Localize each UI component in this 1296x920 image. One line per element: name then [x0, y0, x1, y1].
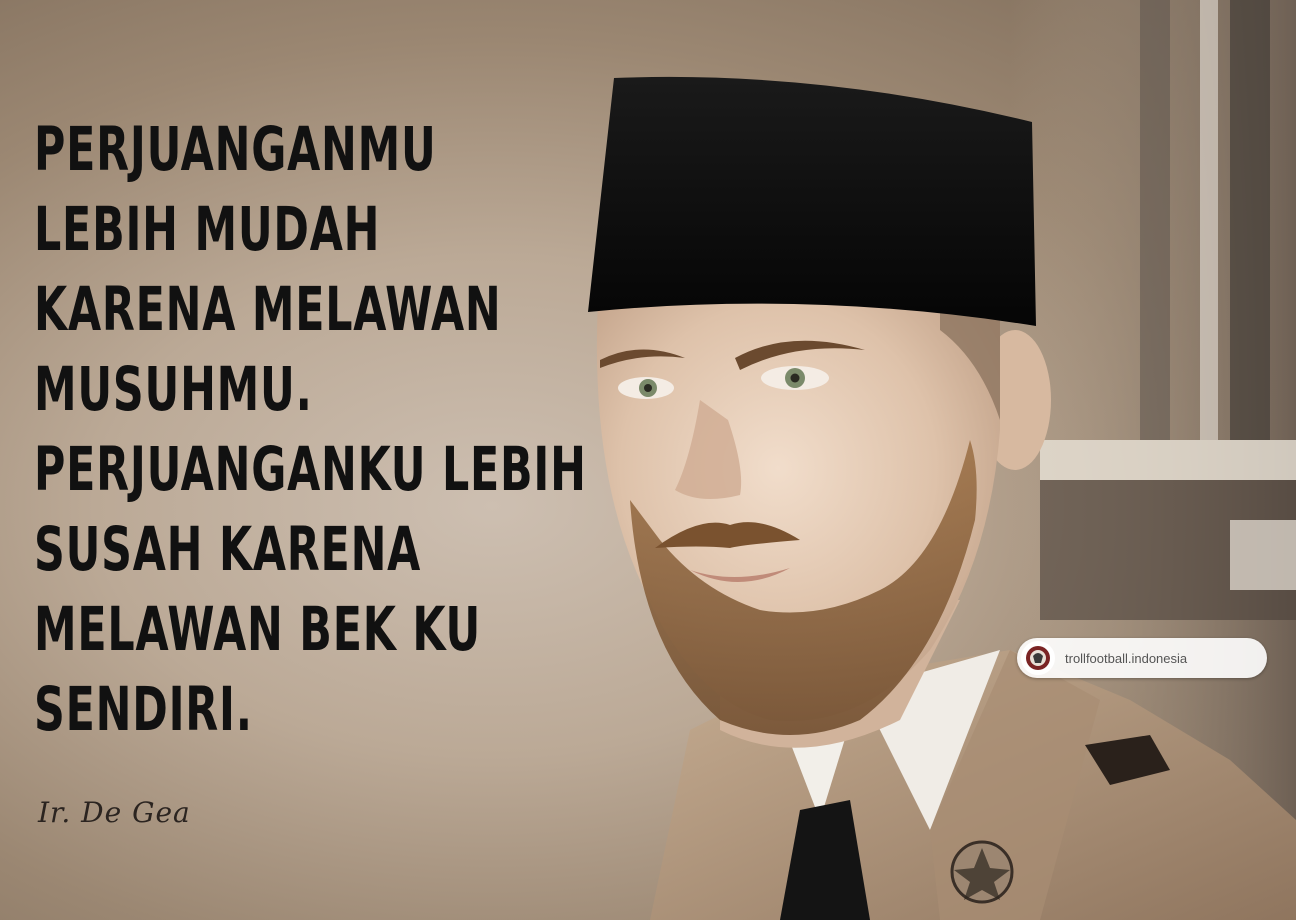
quote-line: MUSUHMU. [34, 354, 313, 425]
quote-line: PERJUANGANMU [34, 114, 437, 185]
quote-line: SUSAH KARENA [34, 514, 422, 585]
peci-cap [588, 77, 1036, 326]
quote-attribution: Ir. De Gea [38, 796, 191, 829]
quote-line: MELAWAN BEK KU [34, 594, 482, 665]
logo-icon [1021, 641, 1055, 675]
quote-line: PERJUANGANKU LEBIH [34, 434, 587, 505]
quote-text [34, 110, 587, 750]
quote-line: KARENA MELAWAN [34, 274, 502, 345]
quote-line: SENDIRI. [34, 674, 253, 745]
watermark-badge [1017, 638, 1267, 678]
watermark-handle: trollfootball.indonesia [1065, 650, 1188, 666]
quote-line: LEBIH MUDAH [34, 194, 381, 265]
